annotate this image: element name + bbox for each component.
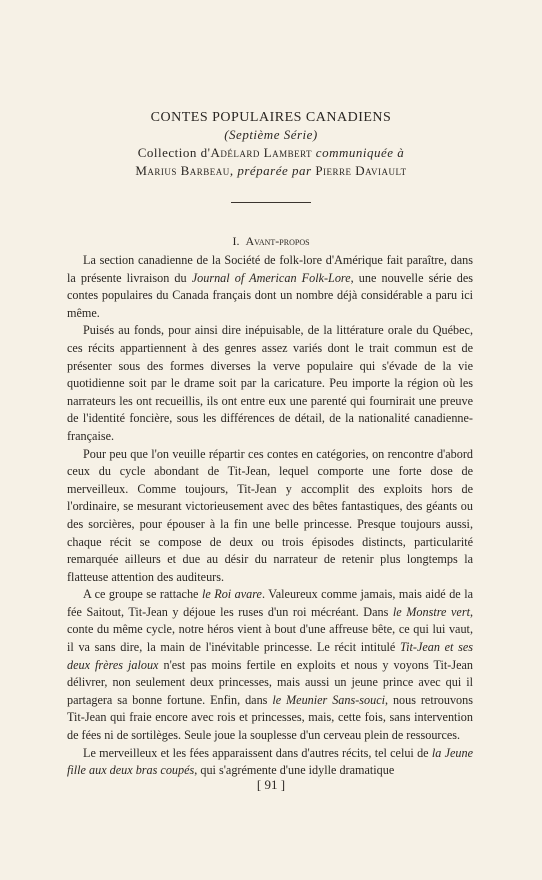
paragraph-text: A ce groupe se rattache: [83, 587, 202, 602]
paragraph-text: , nous retrouvons Tit-Jean qui fraie encore avec rois et princesses, mais, cette fois, sans intervention de fées ni de sortilèges. Seule joue la souplesse d'un cerveau plein de ressources.: [67, 692, 473, 743]
italic-title: Journal of American Folk-Lore: [191, 270, 351, 285]
section-heading: [0, 234, 542, 249]
paragraph-text: Pour peu que l'on veuille répartir ces contes en catégories, on rencontre d'abord ceux du cycle abondant de Tit-Jean, lequel comporte une forte dose de merveilleux. Comme toujours, Tit-Jean y accomplit des exploits hors de l'ordinaire, se mesurant victorieusement avec des bêtes fantastiques, des géants ou des sorcières, pour épouser à la fin une belle princesse. Presque toujours aussi, chaque récit se compose de deux ou trois épisodes distincts, particularité remarquée ailleurs et due au désir du narrateur de retenir plus longtemps la flatteuse attention des auditeurs.: [67, 446, 473, 584]
collection-line: [0, 145, 542, 161]
paragraph: [67, 322, 473, 445]
paragraph: [67, 252, 473, 322]
collector-name: Adélard Lambert: [210, 145, 313, 160]
paragraph-text: , une nouvelle série des contes populaires du Canada français dont un nombre déjà considérable a paru ici même.: [67, 270, 473, 320]
article-title: CONTES POPULAIRES CANADIENS: [150, 110, 392, 125]
section-number: I.: [232, 234, 240, 248]
paragraph-text: La section canadienne de la Société de folk-lore d'Amérique fait paraître, dans la présente livraison du: [67, 253, 473, 285]
editor-name: Pierre Daviault: [315, 163, 407, 178]
communicated-text: communiquée à: [312, 145, 405, 160]
paragraph-text: , qui s'agrémente d'une idylle dramatique: [194, 763, 395, 778]
editor-line: [0, 163, 542, 179]
collection-prefix: Collection d': [137, 145, 211, 160]
paragraph: [67, 745, 473, 780]
italic-title: le Roi avare: [201, 587, 262, 602]
paragraph-text: n'est pas moins fertile en exploits et nous y voyons Tit-Jean délivrer, non seulement deux princesses, mais aussi un jeune prince avec qui il partagera sa bonne fortune. Enfin, dans: [67, 657, 474, 707]
series-label: (Septième Série): [224, 127, 318, 142]
italic-title: la Jeune fille aux deux bras coupés: [67, 745, 473, 778]
paragraph-text: , conte du même cycle, notre héros vient à bout d'une affreuse bête, ce qui lui vaut, il va sans dire, la main de l'inévitable princesse. Le récit intitulé: [67, 604, 473, 655]
paragraph: [67, 586, 473, 744]
title-divider: [231, 202, 311, 203]
italic-title: le Meunier Sans-souci: [272, 692, 386, 707]
paragraph: [67, 446, 473, 587]
paragraph-text: . Valeureux comme jamais, mais aidé de la fée Saitout, Tit-Jean y déjoue les ruses d'un roi mécréant. Dans: [67, 587, 473, 619]
italic-title: Tit-Jean et ses deux frères jaloux: [67, 640, 473, 672]
communicator-name: Marius Barbeau: [135, 163, 230, 178]
section-title: Avant-propos: [245, 234, 310, 248]
prepared-text: , préparée par: [229, 163, 316, 178]
italic-title: le Monstre vert: [392, 604, 470, 619]
paragraph-text: Puisés au fonds, pour ainsi dire inépuisable, de la littérature orale du Québec, ces récits appartiennent à des genres assez variés dont le trait commun est de présenter sous des formes diverses la verve populaire qui s'évade de la vie quotidienne soit par le drame soit par la caricature. Peu importe la région où les narrateurs les ont recueillis, ils ont entre eux une parenté qui fournirait une preuve de l'identité foncière, sous les différences de détail, de la nationalité canadienne-française.: [67, 323, 473, 443]
page-number: [ 91 ]: [256, 777, 286, 792]
paragraph-text: Le merveilleux et les fées apparaissent dans d'autres récits, tel celui de: [83, 745, 432, 760]
body-text: [67, 252, 473, 780]
